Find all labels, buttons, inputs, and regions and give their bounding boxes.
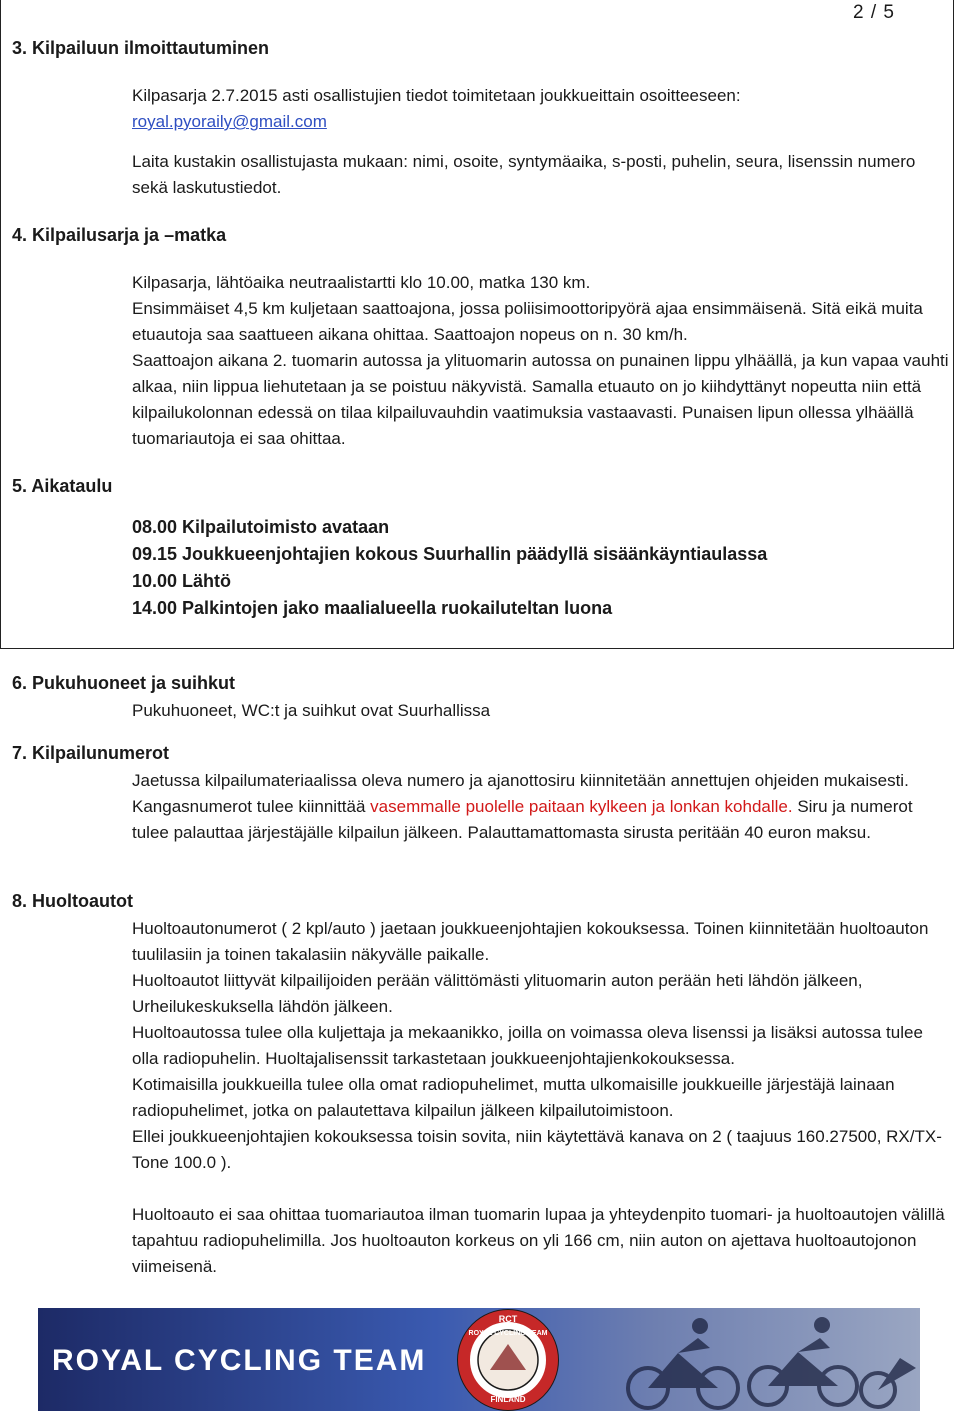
locker-room-text: Pukuhuoneet, WC:t ja suihkut ovat Suurhallissa [132, 701, 491, 720]
section-4-heading: 4. Kilpailusarja ja –matka [12, 225, 227, 245]
service-cars-p6: Huoltoauto ei saa ohittaa tuomariautoa ilman tuomarin lupaa ja yhteydenpito tuomari- ja huoltoautojen välillä tapahtuu radiopuhelimilla. Jos huoltoauton korkeus on yli 166 cm, niin auton on ajettava huoltoautojonon viimeisenä. [132, 1205, 945, 1276]
registration-text [132, 83, 954, 201]
service-cars-p2: Huoltoautot liittyvät kilpailijoiden perään välittömästi ylituomarin auton perään heti lähdön jälkeen, Urheilukeskuksella lähdön jälkeen. [132, 971, 863, 1016]
numbers-text-2: Siru ja numerot tulee palauttaa järjestäjälle kilpailun jälkeen. Palauttamattomasta sirusta peritään 40 euron maksu. [132, 797, 913, 842]
logo-text-top: RCT [498, 1314, 518, 1324]
numbers-text-1: Jaetussa kilpailumateriaalissa oleva numero ja ajanottosiru kiinnitetään annettujen ohjeiden mukaisesti. Kangasnumerot tulee kiinnittää [132, 771, 909, 816]
race-line-2: Ensimmäiset 4,5 km kuljetaan saattoajona, jossa poliisimoottoripyörä ajaa ensimmäisenä. Sitä eikä muita etuautoja saa saattueen aikana ohittaa. Saattoajon nopeus on n. 30 km/h. [132, 299, 923, 344]
service-cars-text [132, 916, 954, 1280]
service-cars-p1: Huoltoautonumerot ( 2 kpl/auto ) jaetaan joukkueenjohtajien kokouksessa. Toinen kiinnitetään huoltoauton tuulilasiin ja toinen takalasiin näkyvälle paikalle. [132, 919, 929, 964]
registration-line-1: Kilpasarja 2.7.2015 asti osallistujien tiedot toimitetaan joukkueittain osoitteeseen: [132, 86, 741, 105]
race-line-1: Kilpasarja, lähtöaika neutraalistartti klo 10.00, matka 130 km. [132, 273, 591, 292]
registration-line-2: Laita kustakin osallistujasta mukaan: nimi, osoite, syntymäaika, s-posti, puhelin, seura, lisenssin numero sekä laskutustiedot. [132, 152, 916, 197]
race-numbers-text [132, 768, 954, 846]
team-name-text: ROYAL CYCLING TEAM [52, 1344, 427, 1377]
frame-left-border [0, 0, 1, 649]
service-cars-p4: Kotimaisilla joukkueilla tulee olla omat radiopuhelimet, mutta ulkomaisille joukkueille järjestäjä lainaan radiopuhelimet, jotka on palautettava kilpailun jälkeen kilpailutoimistoon. [132, 1075, 895, 1120]
service-cars-p5: Ellei joukkueenjohtajien kokouksessa toisin sovita, niin käytettävä kanava on 2 ( taajuus 160.27500, RX/TX-Tone 100.0 ). [132, 1127, 942, 1172]
logo-text-ring: ROYAL CYCLING TEAM [468, 1330, 548, 1337]
race-line-3: Saattoajon aikana 2. tuomarin autossa ja ylituomarin autossa on punainen lippu ylhäällä, ja kun vapaa vauhti alkaa, niin lippua liehutetaan ja se poistuu näkyvistä. Samalla etuauto on jo kiihdyttänyt nopeutta niin että kilpailukolonnan edessä on tilaa kilpailuvauhdin vaatimuksia vastaavasti. Punaisen lipun ollessa ylhäällä tuomariautoja ei saa ohittaa. [132, 351, 949, 448]
section-6-heading: 6. Pukuhuoneet ja suihkut [12, 673, 236, 693]
frame-bottom-border [0, 648, 954, 649]
schedule-item-2: 09.15 Joukkueenjohtajien kokous Suurhallin päädyllä sisäänkäyntiaulassa [132, 544, 768, 564]
race-text [132, 270, 954, 452]
schedule-item-3: 10.00 Lähtö [132, 571, 232, 591]
registration-email-link[interactable]: royal.pyoraily@gmail.com [132, 112, 327, 131]
numbers-text-highlight: vasemmalle puolelle paitaan kylkeen ja lonkan kohdalle. [370, 797, 793, 816]
schedule-list [132, 514, 954, 622]
footer-banner [38, 1308, 920, 1411]
page-number: 2 / 5 [853, 2, 895, 23]
royal-cycling-team-banner [38, 1308, 920, 1411]
section-3-heading: 3. Kilpailuun ilmoittautuminen [12, 38, 270, 58]
schedule-item-1: 08.00 Kilpailutoimisto avataan [132, 517, 390, 537]
logo-text-bottom: FINLAND [490, 1395, 526, 1404]
service-cars-p3: Huoltoautossa tulee olla kuljettaja ja mekaanikko, joilla on voimassa oleva lisenssi ja lisäksi autossa tulee olla radiopuhelin. Huoltajalisenssit tarkastetaan joukkueenjohtajienkokouksessa. [132, 1023, 923, 1068]
schedule-item-4: 14.00 Palkintojen jako maalialueella ruokailuteltan luona [132, 598, 613, 618]
section-5-heading: 5. Aikataulu [12, 476, 113, 496]
team-logo [458, 1310, 558, 1410]
section-7-heading: 7. Kilpailunumerot [12, 743, 170, 763]
section-8-heading: 8. Huoltoautot [12, 891, 133, 911]
